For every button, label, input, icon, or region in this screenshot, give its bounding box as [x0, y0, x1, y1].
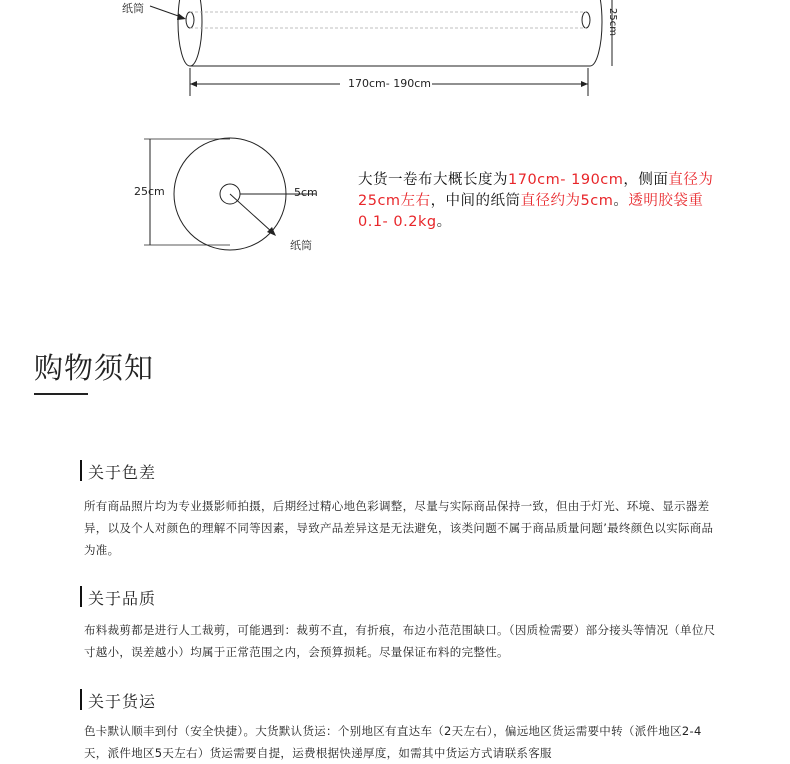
section-bar-quality [80, 586, 82, 607]
outer-diameter-label: 25cm [134, 185, 165, 198]
desc-length-highlight: 170cm- 190cm [508, 172, 624, 188]
section-title-quality: 关于品质 [88, 589, 157, 608]
section-body-shipping: 色卡默认顺丰到付（安全快捷）。大货默认货运：个别地区有直达车（2天左右），偏远地区货运需要中转（派件地区2-4天，派件地区5天左右）货运需要自提，运费根据快递厚度，如需其中货运方式请联系客服 [84, 724, 702, 760]
diameter-label-top: 25cm [607, 8, 618, 36]
paper-tube-label-circle: 纸筒 [290, 239, 312, 252]
desc-text-3: ，中间的纸筒 [430, 193, 521, 209]
inner-diameter-label: 5cm [294, 186, 318, 199]
desc-text-1: 大货一卷布大概长度为 [358, 172, 508, 188]
desc-text-4: 。 [613, 193, 629, 209]
section-body-color: 所有商品照片均为专业摄影师拍摄，后期经过精心地色彩调整，尽量与实际商品保持一致，但由于灯光、环境、显示器差异，以及个人对颜色的理解不同等因素，导致产品差异这是无法避免，该类问题不属于商品质量问题’最终颜色以实际商品为准。 [84, 499, 714, 557]
paper-tube-label-top: 纸筒 [122, 2, 144, 15]
desc-text-2: ，侧面 [623, 172, 669, 188]
notice-title-underline [34, 393, 88, 395]
section-bar-shipping [80, 689, 82, 710]
desc-bag-highlight: 透明胶袋重0.1- 0.2kg [358, 193, 704, 230]
section-bar-color [80, 460, 82, 481]
section-title-color: 关于色差 [88, 463, 157, 482]
desc-tube-highlight: 直径约为5cm [520, 193, 614, 209]
desc-diameter-highlight: 直径为25cm左右 [358, 172, 714, 209]
length-label: 170cm- 190cm [348, 77, 431, 90]
desc-text-5: 。 [436, 214, 452, 230]
section-body-quality: 布料裁剪都是进行人工裁剪，可能遇到：裁剪不直，有折痕，布边小范范围缺口。（因质检需要）部分接头等情况（单位尺寸越小，误差越小）均属于正常范围之内，会预算损耗。尽量保证布料的完整性。 [84, 623, 716, 659]
section-title-shipping: 关于货运 [88, 692, 157, 711]
roll-description [358, 170, 730, 233]
shopping-notice-title: 购物须知 [34, 351, 155, 385]
